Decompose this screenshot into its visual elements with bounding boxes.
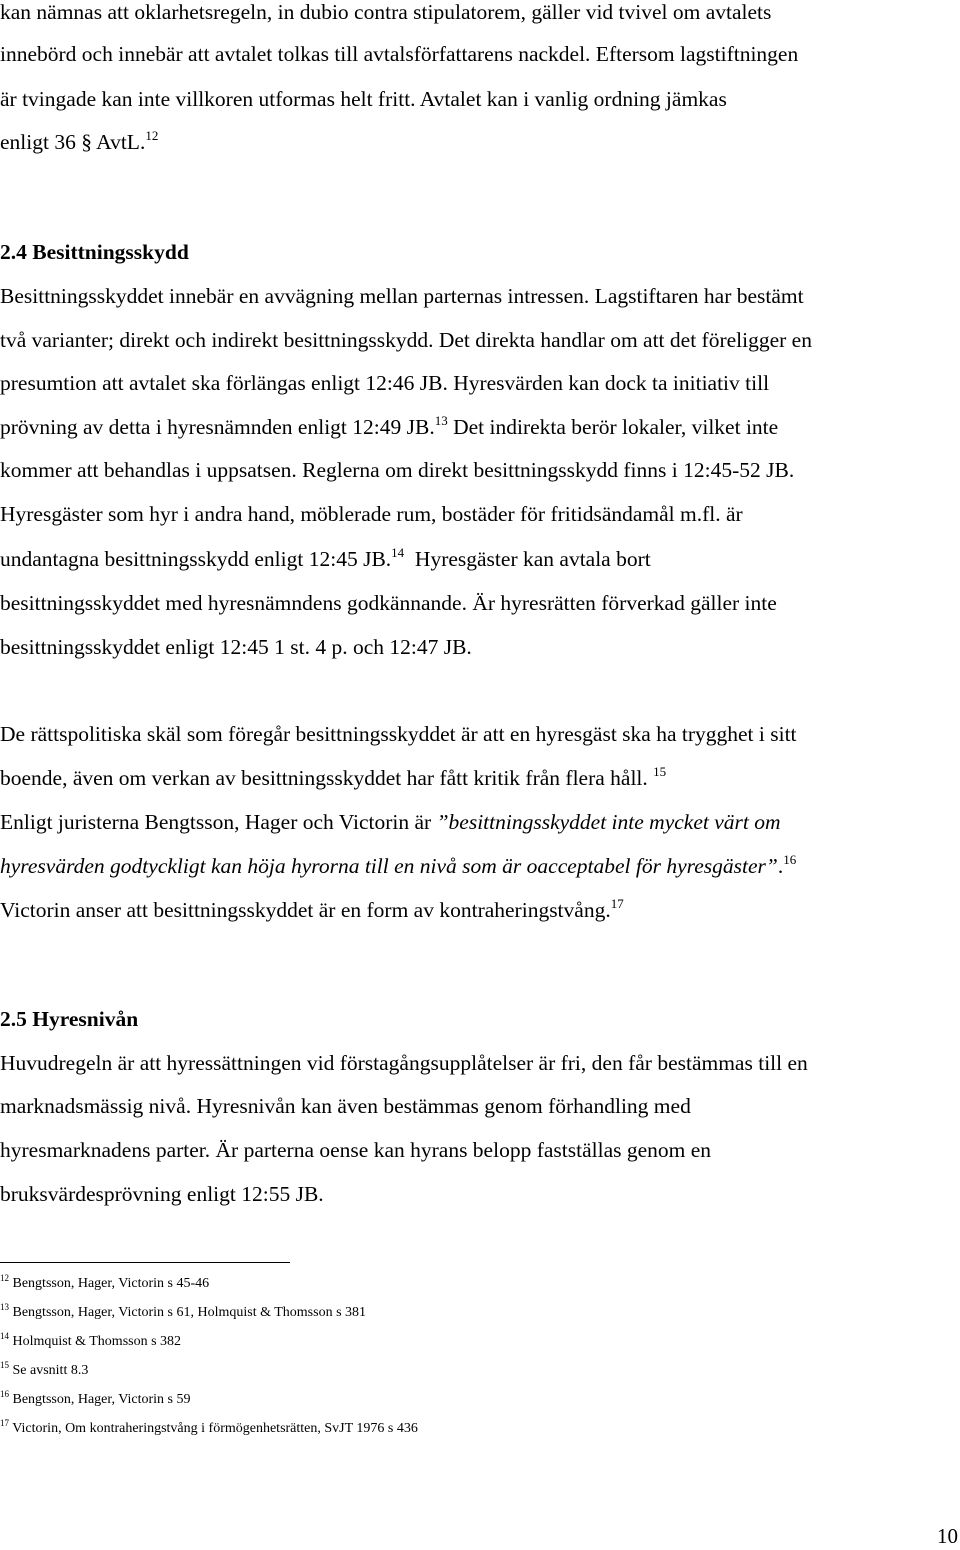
footnote-text: Bengtsson, Hager, Victorin s 45-46 xyxy=(12,1276,210,1291)
body-text: enligt 36 § AvtL. xyxy=(0,130,146,154)
footnote-ref: 13 xyxy=(434,413,448,428)
body-text-line: Besittningsskyddet innebär en avvägning mellan parternas intressen. Lagstiftaren har bestämt xyxy=(0,284,804,308)
body-text-line: är tvingade kan inte villkoren utformas helt fritt. Avtalet kan i vanlig ordning jämkas xyxy=(0,87,727,111)
body-text-line: Hyresgäster som hyr i andra hand, möblerade rum, bostäder för fritidsändamål m.fl. är xyxy=(0,502,743,526)
body-text: undantagna besittningsskydd enligt 12:45 JB. xyxy=(0,547,392,571)
footnote xyxy=(0,1420,418,1438)
body-text: . xyxy=(777,854,784,878)
footnote-number: 13 xyxy=(0,1302,9,1312)
footnote xyxy=(0,1362,88,1380)
footnote xyxy=(0,1333,181,1351)
body-text-line xyxy=(0,896,624,924)
body-text-line: kan nämnas att oklarhetsregeln, in dubio contra stipulatorem, gäller vid tvivel om avtalets xyxy=(0,0,772,24)
body-text-line: presumtion att avtalet ska förlängas enligt 12:46 JB. Hyresvärden kan dock ta initiativ till xyxy=(0,371,770,395)
body-text-line xyxy=(0,413,778,441)
footnote-ref: 15 xyxy=(653,764,667,779)
body-text: Victorin anser att besittningsskyddet är en form av kontraheringstvång. xyxy=(0,898,611,922)
footnote-text: Se avsnitt 8.3 xyxy=(12,1363,89,1378)
footnote-number: 16 xyxy=(0,1389,9,1399)
body-text-line: marknadsmässig nivå. Hyresnivån kan även bestämmas genom förhandling med xyxy=(0,1094,691,1118)
body-text-line: De rättspolitiska skäl som föregår besittningsskyddet är att en hyresgäst ska ha trygghet i sitt xyxy=(0,722,797,746)
footnote xyxy=(0,1391,191,1409)
footnote-text: Bengtsson, Hager, Victorin s 61, Holmquist & Thomsson s 381 xyxy=(12,1305,367,1320)
footnote-number: 15 xyxy=(0,1360,9,1370)
body-text-line xyxy=(0,808,781,836)
body-text-line: besittningsskyddet enligt 12:45 1 st. 4 p. och 12:47 JB. xyxy=(0,635,472,659)
page-number: 10 xyxy=(937,1524,958,1548)
body-text-line xyxy=(0,128,158,156)
quote-text: ”besittningsskyddet inte mycket värt om xyxy=(436,810,781,834)
footnote-separator xyxy=(0,1262,290,1263)
footnote-number: 12 xyxy=(0,1273,9,1283)
quote-text: hyresvärden godtyckligt kan höja hyrorna till en nivå som är oacceptabel för hyresgäster” xyxy=(0,854,778,878)
body-text: Det indirekta berör lokaler, vilket inte xyxy=(447,415,779,439)
footnote-ref: 12 xyxy=(145,128,159,143)
body-text: boende, även om verkan av besittningsskyddet har fått kritik från flera håll. xyxy=(0,766,648,790)
footnote-ref: 17 xyxy=(610,896,624,911)
footnote-ref: 14 xyxy=(391,545,405,560)
body-text-line: innebörd och innebär att avtalet tolkas till avtalsförfattarens nackdel. Eftersom lagstiftningen xyxy=(0,42,799,66)
footnote-text: Holmquist & Thomsson s 382 xyxy=(12,1334,182,1349)
body-text-line: bruksvärdesprövning enligt 12:55 JB. xyxy=(0,1182,324,1206)
footnote-text: Bengtsson, Hager, Victorin s 59 xyxy=(12,1392,191,1407)
body-text-line: två varianter; direkt och indirekt besittningsskydd. Det direkta handlar om att det föreligger en xyxy=(0,328,812,352)
body-text: prövning av detta i hyresnämnden enligt 12:49 JB. xyxy=(0,415,435,439)
footnote-number: 14 xyxy=(0,1331,9,1341)
footnote-text: Victorin, Om kontraheringstvång i förmögenhetsrätten, SvJT 1976 s 436 xyxy=(12,1421,418,1436)
body-text-line: besittningsskyddet med hyresnämndens godkännande. Är hyresrätten förverkad gäller inte xyxy=(0,591,777,615)
footnote-number: 17 xyxy=(0,1418,9,1428)
body-text-line: kommer att behandlas i uppsatsen. Reglerna om direkt besittningsskydd finns i 12:45-52 JB. xyxy=(0,458,795,482)
footnote-ref: 16 xyxy=(783,852,797,867)
body-text-line xyxy=(0,852,796,880)
body-text: Hyresgäster kan avtala bort xyxy=(404,547,651,571)
footnote xyxy=(0,1304,366,1322)
body-text-line xyxy=(0,545,651,573)
body-text: Enligt juristerna Bengtsson, Hager och Victorin är xyxy=(0,810,437,834)
section-heading: 2.4 Besittningsskydd xyxy=(0,240,189,264)
body-text-line: Huvudregeln är att hyressättningen vid förstagångsupplåtelser är fri, den får bestämmas till en xyxy=(0,1051,808,1075)
body-text-line: hyresmarknadens parter. Är parterna oense kan hyrans belopp fastställas genom en xyxy=(0,1138,712,1162)
footnote xyxy=(0,1275,209,1293)
body-text-line xyxy=(0,764,666,792)
section-heading: 2.5 Hyresnivån xyxy=(0,1007,139,1031)
